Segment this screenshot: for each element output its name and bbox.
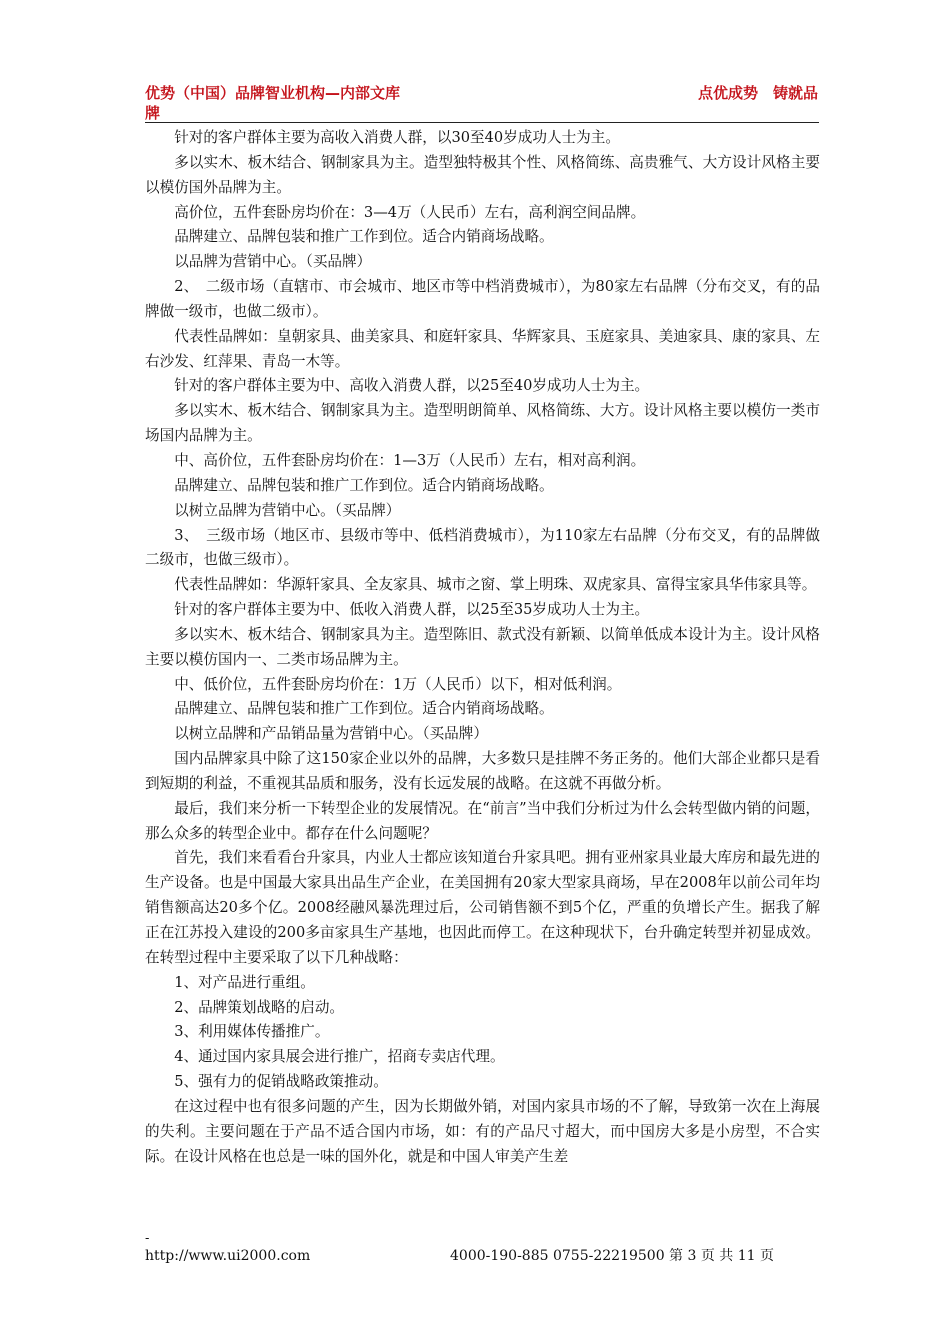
paragraph: 品牌建立、品牌包装和推广工作到位。适合内销商场战略。 xyxy=(174,228,554,246)
paragraph: 多以实木、板木结合、钢制家具为主。造型明朗简单、风格简练、大方。设计风格主要以模仿一类市场国内品牌为主。 xyxy=(145,402,820,445)
paragraph: 以树立品牌为营销中心。（买品牌） xyxy=(174,501,401,519)
list-item: 4、通过国内家具展会进行推广，招商专卖店代理。 xyxy=(174,1048,505,1066)
header-divider xyxy=(145,122,819,123)
paragraph: 2、 二级市场（直辖市、市会城市、地区市等中档消费城市），为80家左右品牌（分布交叉，有的品牌做一级市，也做二级市）。 xyxy=(145,278,820,320)
header-slogan: 点优成势 铸就品 xyxy=(697,84,818,102)
paragraph: 高价位，五件套卧房均价在：3—4万（人民币）左右，高利润空间品牌。 xyxy=(174,203,646,221)
paragraph: 中、低价位，五件套卧房均价在：1万（人民币）以下，相对低利润。 xyxy=(174,675,622,693)
header-slogan-overflow: 牌 xyxy=(145,104,161,122)
list-item: 1、对产品进行重组。 xyxy=(174,973,315,991)
paragraph: 代表性品牌如：华源轩家具、全友家具、城市之窗、掌上明珠、双虎家具、富得宝家具华伟家具等。 xyxy=(174,576,817,594)
paragraph: 多以实木、板木结合、钢制家具为主。造型独特极其个性、风格简练、高贵雅气、大方设计风格主要以模仿国外品牌为主。 xyxy=(145,153,820,196)
paragraph: 代表性品牌如：皇朝家具、曲美家具、和庭轩家具、华辉家具、玉庭家具、美迪家具、康的家具、左右沙发、红萍果、青岛一木等。 xyxy=(145,327,820,370)
paragraph: 最后，我们来分析一下转型企业的发展情况。在“前言”当中我们分析过为什么会转型做内销的问题，那么众多的转型企业中。都存在什么问题呢？ xyxy=(145,799,820,842)
paragraph: 以品牌为营销中心。（买品牌） xyxy=(174,253,372,271)
paragraph: 针对的客户群体主要为高收入消费人群，以30至40岁成功人士为主。 xyxy=(174,129,620,146)
list-item: 2、品牌策划战略的启动。 xyxy=(174,998,345,1016)
list-item: 3、利用媒体传播推广。 xyxy=(174,1023,330,1041)
header-org-title: 优势（中国）品牌智业机构—内部文库 xyxy=(145,84,401,102)
paragraph: 以树立品牌和产品销品量为营销中心。（买品牌） xyxy=(174,725,488,743)
paragraph: 中、高价位，五件套卧房均价在：1—3万（人民币）左右，相对高利润。 xyxy=(174,451,646,469)
paragraph: 品牌建立、品牌包装和推广工作到位。适合内销商场战略。 xyxy=(174,476,554,494)
paragraph: 首先，我们来看看台升家具，内业人士都应该知道台升家具吧。拥有亚州家具业最大库房和最先进的生产设备。也是中国最大家具出品生产企业，在美国拥有20家大型家具商场，早在2008年以前公司年均销售额高达20多个亿。2008经融风暴洗理过后，公司销售额不到5个亿，严重的负增长产生。据我了解正在江苏投入建设的200多亩家具生产基地，也因此而停工。在这种现状下，台升确定转型并初显成效。在转型过程中主要采取了以下几种战略： xyxy=(145,849,820,966)
footer-contact-page-number: 4000-190-885 0755-22219500 第 3 页 共 11 页 xyxy=(450,1248,775,1264)
footer-dash: - xyxy=(145,1231,150,1246)
list-item: 5、强有力的促销战略政策推动。 xyxy=(174,1073,388,1091)
paragraph: 针对的客户群体主要为中、高收入消费人群，以25至40岁成功人士为主。 xyxy=(174,377,650,395)
paragraph: 品牌建立、品牌包装和推广工作到位。适合内销商场战略。 xyxy=(174,700,554,718)
paragraph: 在这过程中也有很多问题的产生，因为长期做外销，对国内家具市场的不了解，导致第一次在上海展的失利。主要问题在于产品不适合国内市场，如：有的产品尺寸超大，而中国房大多是小房型，不合实际。在设计风格在也总是一味的国外化，就是和中国人审美产生差 xyxy=(145,1097,820,1165)
paragraph: 多以实木、板木结合、钢制家具为主。造型陈旧、款式没有新颖、以简单低成本设计为主。设计风格主要以模仿国内一、二类市场品牌为主。 xyxy=(145,625,820,668)
paragraph: 国内品牌家具中除了这150家企业以外的品牌，大多数只是挂牌不务正务的。他们大部企业都只是看到短期的利益，不重视其品质和服务，没有长远发展的战略。在这就不再做分析。 xyxy=(145,750,820,792)
footer-url-link[interactable]: http://www.ui2000.com xyxy=(145,1248,311,1264)
paragraph: 3、 三级市场（地区市、县级市等中、低档消费城市），为110家左右品牌（分布交叉，有的品牌做二级市，也做三级市）。 xyxy=(145,526,820,569)
document-body xyxy=(145,126,820,1169)
paragraph: 针对的客户群体主要为中、低收入消费人群，以25至35岁成功人士为主。 xyxy=(174,601,650,619)
